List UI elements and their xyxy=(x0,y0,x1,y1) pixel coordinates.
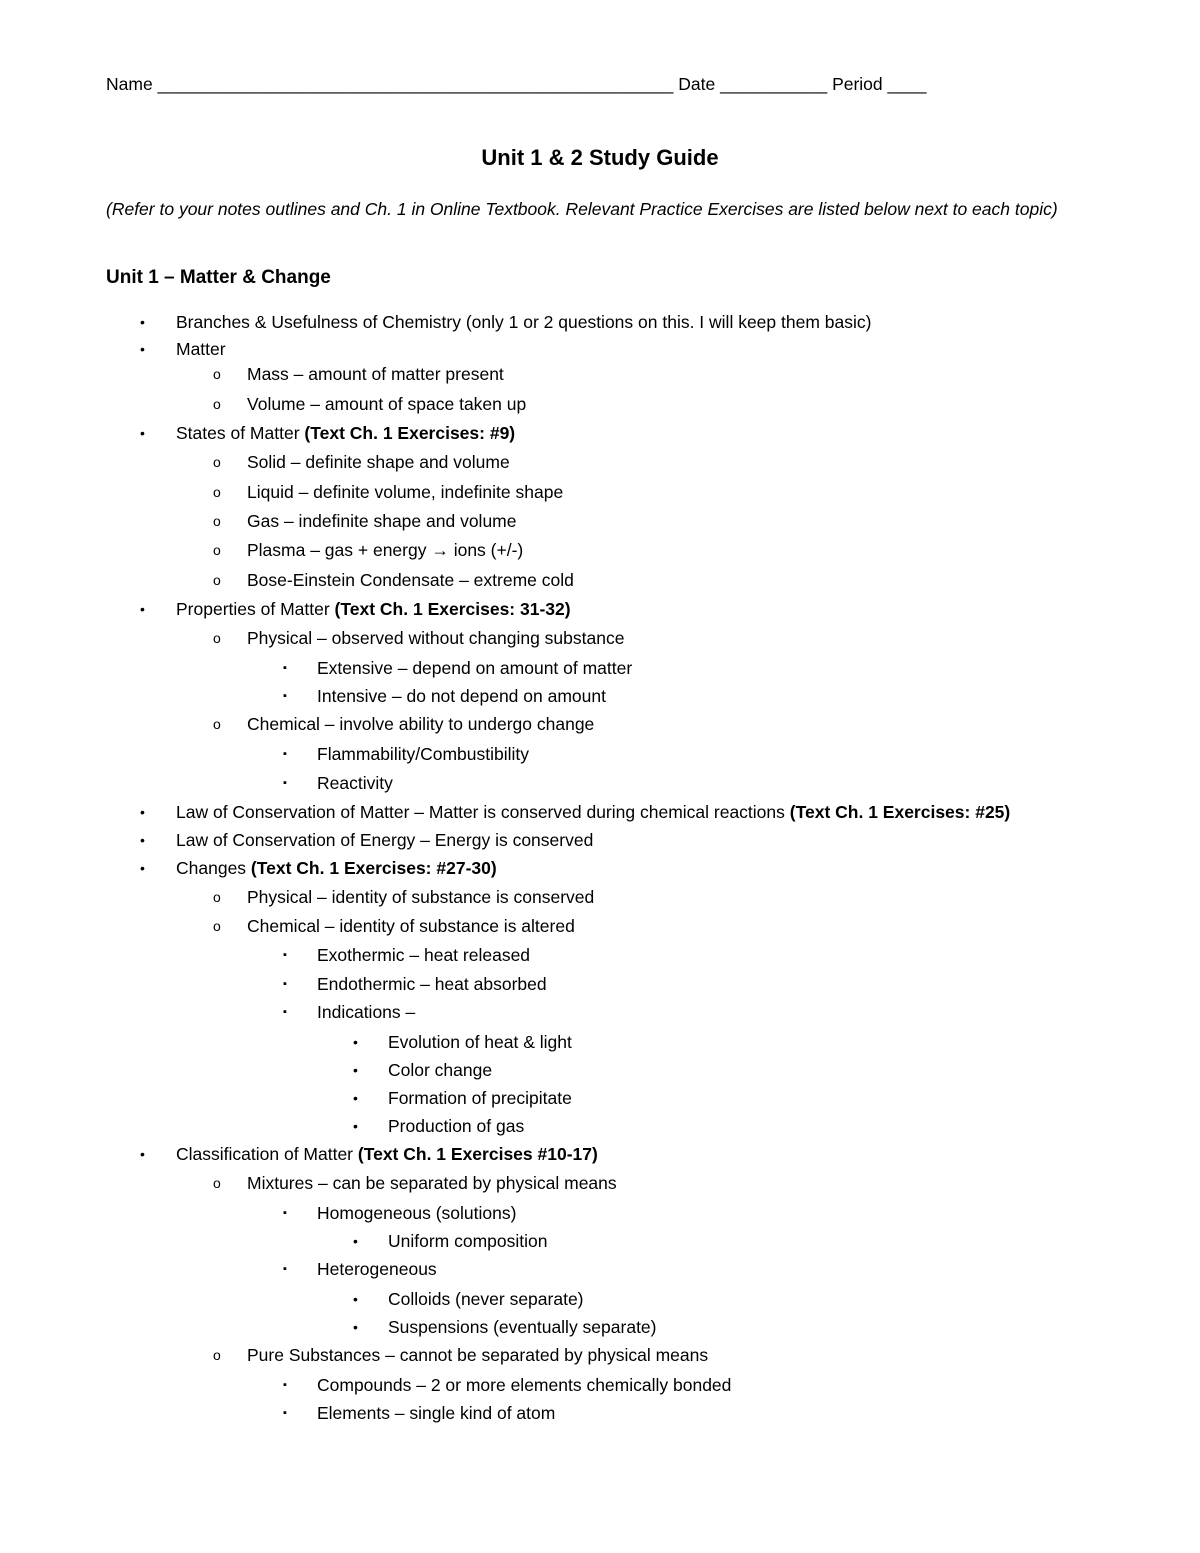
bullet-marker-level1: • xyxy=(140,341,145,357)
period-blank: ____ xyxy=(887,74,927,94)
exercise-reference: (Text Ch. 1 Exercises: #25) xyxy=(789,802,1011,822)
outline-item-text: Elements – single kind of atom xyxy=(317,1403,556,1423)
outline-item xyxy=(388,1086,572,1110)
bullet-marker-level2: o xyxy=(213,484,221,500)
bullet-marker-level3: ▪ xyxy=(283,662,287,674)
outline-item-text: Uniform composition xyxy=(388,1231,548,1251)
outline-item xyxy=(317,1201,516,1225)
bullet-marker-level3: ▪ xyxy=(283,1379,287,1391)
outline-item xyxy=(388,1058,492,1082)
outline-item-text: Classification of Matter xyxy=(176,1144,358,1164)
bullet-marker-level3: ▪ xyxy=(283,1006,287,1018)
bullet-marker-level1: • xyxy=(140,832,145,848)
outline-item xyxy=(317,972,547,996)
outline-item-text: Colloids (never separate) xyxy=(388,1289,584,1309)
exercise-reference: (Text Ch. 1 Exercises: #27-30) xyxy=(250,858,497,878)
bullet-marker-level4: • xyxy=(353,1233,358,1249)
bullet-marker-level2: o xyxy=(213,513,221,529)
bullet-marker-level2: o xyxy=(213,454,221,470)
outline-item-text: States of Matter xyxy=(176,423,305,443)
bullet-marker-level2: o xyxy=(213,716,221,732)
bullet-marker-level3: ▪ xyxy=(283,978,287,990)
outline-item-text: Chemical – identity of substance is altered xyxy=(247,916,575,936)
outline-item xyxy=(317,1000,415,1024)
outline-item-text: Chemical – involve ability to undergo change xyxy=(247,714,595,734)
outline-item xyxy=(247,1171,617,1195)
section-heading: Unit 1 – Matter & Change xyxy=(106,267,331,288)
outline-item-text: Formation of precipitate xyxy=(388,1088,572,1108)
outline-item-text: Extensive – depend on amount of matter xyxy=(317,658,633,678)
outline-item-text: Changes xyxy=(176,858,251,878)
outline-item-text: Exothermic – heat released xyxy=(317,945,531,965)
outline-item-text: Liquid – definite volume, indefinite shape xyxy=(247,482,564,502)
outline-item xyxy=(388,1229,548,1253)
outline-item xyxy=(388,1030,572,1054)
bullet-marker-level1: • xyxy=(140,601,145,617)
outline-item xyxy=(317,771,393,795)
outline-item-text: Flammability/Combustibility xyxy=(317,744,529,764)
outline-item-text: Suspensions (eventually separate) xyxy=(388,1317,657,1337)
period-label: Period xyxy=(832,74,883,94)
outline-item xyxy=(388,1315,657,1339)
outline-item xyxy=(176,856,497,880)
outline-item xyxy=(176,800,1010,824)
date-label: Date xyxy=(678,74,716,94)
outline-item xyxy=(176,828,593,852)
outline-item-text: Mixtures – can be separated by physical means xyxy=(247,1173,617,1193)
intro-note: (Refer to your notes outlines and Ch. 1 in Online Textbook. Relevant Practice Exercises are listed below next to each topic) xyxy=(106,199,1058,219)
outline-item-text: Solid – definite shape and volume xyxy=(247,452,510,472)
bullet-marker-level2: o xyxy=(213,889,221,905)
outline-item xyxy=(317,1373,731,1397)
outline-item-text: Heterogeneous xyxy=(317,1259,437,1279)
bullet-marker-level3: ▪ xyxy=(283,949,287,961)
outline-item xyxy=(388,1287,584,1311)
outline-item-text: Reactivity xyxy=(317,773,393,793)
date-blank: ___________ xyxy=(720,74,828,94)
bullet-marker-level3: ▪ xyxy=(283,1263,287,1275)
bullet-marker-level3: ▪ xyxy=(283,1407,287,1419)
outline-item-text: Color change xyxy=(388,1060,493,1080)
outline-item xyxy=(247,914,575,938)
outline-item xyxy=(317,656,632,680)
bullet-marker-level4: • xyxy=(353,1118,358,1134)
outline-item xyxy=(176,421,515,445)
outline-item xyxy=(176,337,226,361)
bullet-marker-level3: ▪ xyxy=(283,748,287,760)
outline-item-text: Evolution of heat & light xyxy=(388,1032,572,1052)
bullet-marker-level4: • xyxy=(353,1034,358,1050)
name-label: Name xyxy=(106,74,153,94)
bullet-marker-level2: o xyxy=(213,1347,221,1363)
outline-item xyxy=(176,310,871,334)
bullet-marker-level1: • xyxy=(140,1146,145,1162)
document-title: Unit 1 & 2 Study Guide xyxy=(481,145,719,170)
outline-item-text: Matter xyxy=(176,339,226,359)
bullet-marker-level2: o xyxy=(213,918,221,934)
outline-item-text: Branches & Usefulness of Chemistry (only 1 or 2 questions on this. I will keep them basic) xyxy=(176,312,872,332)
bullet-marker-level1: • xyxy=(140,314,145,330)
outline-item xyxy=(176,1142,598,1166)
bullet-marker-level2: o xyxy=(213,1175,221,1191)
outline-item-text: Law of Conservation of Matter – Matter is conserved during chemical reactions xyxy=(176,802,790,822)
outline-item-text: Volume – amount of space taken up xyxy=(247,394,527,414)
bullet-marker-level2: o xyxy=(213,396,221,412)
name-blank: _____________________________________________________ xyxy=(157,74,674,94)
outline-item xyxy=(247,509,516,533)
exercise-reference: (Text Ch. 1 Exercises: 31-32) xyxy=(334,599,571,619)
outline-item xyxy=(247,885,594,909)
outline-item-text: Physical – observed without changing substance xyxy=(247,628,625,648)
outline-item xyxy=(317,684,606,708)
bullet-marker-level4: • xyxy=(353,1319,358,1335)
outline-item-text: Production of gas xyxy=(388,1116,525,1136)
bullet-marker-level2: o xyxy=(213,572,221,588)
outline-item xyxy=(247,568,574,592)
outline-item xyxy=(388,1114,524,1138)
outline-item-text: Indications – xyxy=(317,1002,416,1022)
outline-item-text: Properties of Matter xyxy=(176,599,335,619)
bullet-marker-level1: • xyxy=(140,804,145,820)
outline-item xyxy=(247,392,526,416)
outline-item-text: Endothermic – heat absorbed xyxy=(317,974,547,994)
outline-item-text: Gas – indefinite shape and volume xyxy=(247,511,517,531)
bullet-marker-level2: o xyxy=(213,630,221,646)
outline-item-text: Intensive – do not depend on amount xyxy=(317,686,606,706)
outline-item-text: Mass – amount of matter present xyxy=(247,364,504,384)
outline-item-text: Bose-Einstein Condensate – extreme cold xyxy=(247,570,574,590)
outline-item-text: Law of Conservation of Energy – Energy is conserved xyxy=(176,830,594,850)
outline-item xyxy=(247,1343,708,1367)
bullet-marker-level4: • xyxy=(353,1090,358,1106)
outline-item xyxy=(247,626,624,650)
outline-item xyxy=(247,362,504,386)
outline-item-text: Plasma – gas + energy → ions (+/-) xyxy=(247,540,524,560)
outline-item xyxy=(176,597,571,621)
outline-item xyxy=(247,538,523,562)
outline-item xyxy=(247,450,510,474)
outline-item xyxy=(317,1257,437,1281)
bullet-marker-level4: • xyxy=(353,1062,358,1078)
bullet-marker-level2: o xyxy=(213,542,221,558)
exercise-reference: (Text Ch. 1 Exercises: #9) xyxy=(304,423,516,443)
outline-item-text: Homogeneous (solutions) xyxy=(317,1203,517,1223)
header-line xyxy=(106,74,926,95)
outline-item xyxy=(317,742,529,766)
outline-item-text: Pure Substances – cannot be separated by physical means xyxy=(247,1345,709,1365)
bullet-marker-level1: • xyxy=(140,425,145,441)
outline-item-text: Physical – identity of substance is conserved xyxy=(247,887,595,907)
outline-item xyxy=(247,712,594,736)
bullet-marker-level4: • xyxy=(353,1291,358,1307)
bullet-marker-level3: ▪ xyxy=(283,1207,287,1219)
outline-item xyxy=(317,943,530,967)
outline-item-text: Compounds – 2 or more elements chemically bonded xyxy=(317,1375,732,1395)
bullet-marker-level1: • xyxy=(140,860,145,876)
outline-item xyxy=(317,1401,555,1425)
bullet-marker-level3: ▪ xyxy=(283,777,287,789)
bullet-marker-level3: ▪ xyxy=(283,690,287,702)
exercise-reference: (Text Ch. 1 Exercises #10-17) xyxy=(357,1144,598,1164)
bullet-marker-level2: o xyxy=(213,366,221,382)
outline-item xyxy=(247,480,563,504)
